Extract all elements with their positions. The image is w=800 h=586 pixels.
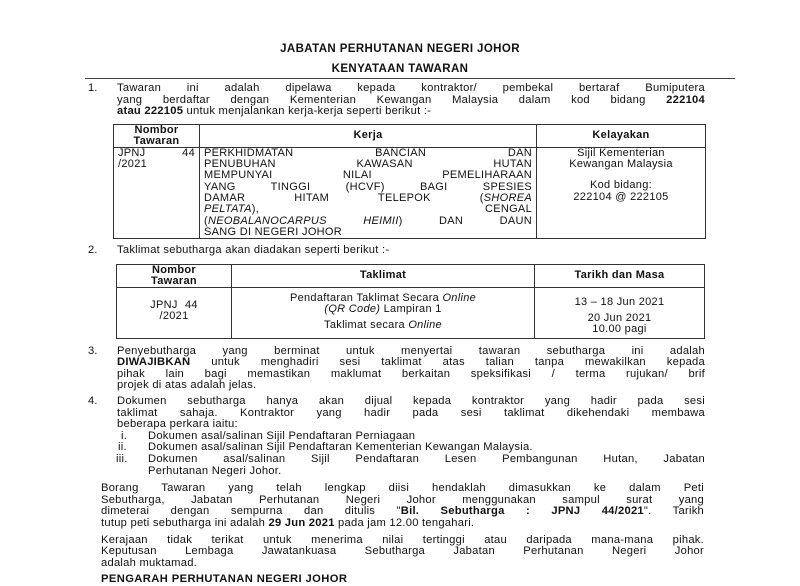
kerja-line-8: SANG DI NEGERI JOHOR — [204, 225, 343, 238]
masa-taklimat: 10.00 pagi — [592, 323, 647, 336]
department-heading: JABATAN PERHUTANAN NEGERI JOHOR — [280, 43, 520, 55]
kerajaan-line-1: Kerajaan tidak terikat untuk menerima nilai tertinggi atau daripada mana-mana pihak. — [101, 533, 704, 546]
nombor-line1: JPNJ 44 — [118, 146, 195, 159]
nombor2-line1: JPNJ 44 — [150, 298, 198, 311]
borang-paragraph — [101, 483, 704, 529]
kerja-line-7a: ( — [204, 214, 208, 227]
kelayakan-kod-label: Kod bidang: — [589, 179, 653, 192]
item-1-line-1: Tawaran ini adalah dipelawa kepada kontraktor/ pembekal bertaraf Bumiputera — [117, 82, 705, 94]
item-3-paragraph — [117, 346, 705, 392]
species-peltata: PELTATA — [204, 203, 252, 216]
header-nombor-tawaran — [114, 124, 200, 147]
taklimat1a: Pendaftaran Taklimat Secara — [289, 291, 443, 304]
offer-table-row — [114, 147, 706, 238]
taklimat1b: Online — [442, 291, 477, 304]
item-1 — [88, 83, 705, 118]
briefing-table — [116, 264, 705, 339]
kelayakan-kod-value: 222104 @ 222105 — [573, 190, 669, 203]
header2-nombor-line2: Tawaran — [151, 274, 197, 287]
item-3 — [88, 346, 705, 392]
diwajibkan: DIWAJIBKAN — [117, 356, 191, 369]
kelayakan-line1: Sijil Kementerian — [577, 146, 665, 159]
header2-nombor-line1: Nombor — [152, 263, 196, 276]
item-2 — [88, 245, 705, 257]
kerja-line-2: PENUBUHAN KAWASAN HUTAN — [204, 158, 532, 171]
kerja-line-4: YANG TINGGI (HCVF) BAGI SPESIES — [204, 180, 532, 193]
item-4-line-2: taklimat sahaja. Kontraktor yang hadir pada sesi taklimat dikehendaki membawa — [117, 406, 705, 419]
header-taklimat: Taklimat — [232, 264, 535, 287]
offer-table-header — [114, 124, 706, 147]
taklimat-item-1-line2 — [236, 304, 530, 315]
tarikh-pendaftaran: 13 – 18 Jun 2021 — [574, 295, 665, 308]
item-4-line-1: Dokumen sebutharga hanya akan dijual kepada kontraktor yang hadir pada sesi — [117, 395, 705, 408]
header-nombor-line2: Tawaran — [133, 134, 180, 147]
cell-kelayakan — [537, 147, 706, 238]
borang-line-4a: tutup peti sebutharga ini adalah — [101, 516, 269, 529]
taklimat2b: Online — [408, 319, 442, 332]
item-3-line-4: projek di atas adalah jelas. — [117, 379, 257, 392]
item-4-paragraph — [117, 396, 705, 477]
signature-title: PENGARAH PERHUTANAN NEGERI JOHOR — [101, 573, 348, 586]
kelayakan-line2: Kewangan Malaysia — [569, 158, 673, 171]
subitem-ii-numeral: ii. — [118, 441, 127, 454]
cell-nombor-tawaran — [114, 147, 200, 238]
subitem-iii-text: Dokumen asal/salinan Sijil Pendaftaran Lesen Pembangunan Hutan, Jabatan — [148, 452, 705, 465]
borang-line-3a: dimeterai dengan sempurna dan ditulis " — [101, 505, 401, 518]
cell-taklimat — [232, 287, 535, 338]
species-neobalanocarpus: NEOBALANOCARPUS HEIMII — [207, 214, 399, 227]
taklimat1d: Lampiran 1 — [380, 303, 442, 316]
item-2-number: 2. — [88, 244, 98, 257]
item-3-line-2-text: untuk menghadiri sesi taklimat atas talian tanpa mewakilkan kepada — [190, 356, 705, 369]
kod-bidang-2: atau 222105 — [117, 105, 184, 118]
item-1-paragraph — [117, 83, 705, 118]
subitem-iii-text-2: Perhutanan Negeri Johor. — [148, 464, 282, 477]
kerajaan-line-3: adalah muktamad. — [101, 556, 198, 569]
nombor-line2: /2021 — [118, 158, 148, 171]
borang-line-4 — [101, 518, 704, 530]
item-4 — [88, 396, 705, 477]
header-kelayakan: Kelayakan — [537, 124, 706, 147]
item-3-number: 3. — [88, 344, 98, 357]
subitem-iii-numeral: iii. — [116, 452, 128, 465]
header-nombor-tawaran-2 — [117, 264, 232, 287]
item-4-number: 4. — [88, 395, 98, 408]
item-1-number: 1. — [88, 82, 98, 94]
kerja-line-7c: ) DAN DAUN — [398, 214, 532, 227]
header-kerja: Kerja — [200, 124, 537, 147]
header-divider — [85, 78, 735, 79]
header-tarikh-masa: Tarikh dan Masa — [535, 264, 705, 287]
borang-line-3c: ". Tarikh — [643, 505, 705, 518]
kerja-line-1: PERKHIDMATAN BANCIAN DAN — [204, 146, 532, 159]
subitem-iii-body — [148, 454, 705, 477]
item-1-line-3-text: untuk menjalankan kerja-kerja seperti berikut :- — [183, 105, 432, 118]
species-shorea: SHOREA — [483, 191, 532, 204]
subitem-iii — [117, 454, 705, 477]
item-3-line-3: pihak lain bagi memastikan maklumat berkaitan speksifikasi / terma rujukan/ brif — [117, 367, 705, 380]
taklimat1c: (QR Code) — [324, 303, 381, 316]
briefing-table-row — [117, 287, 705, 338]
cell-tarikh-masa — [535, 287, 705, 338]
offer-table — [113, 124, 706, 239]
kerja-line-6b: ), CENGAL — [251, 203, 532, 216]
header-nombor-line1: Nombor — [134, 123, 179, 136]
kerajaan-line-2: Keputusan Lembaga Jawatankuasa Sebutharga Jabatan Perhutanan Negeri Johor — [101, 545, 704, 558]
subitem-i-numeral: i. — [121, 429, 128, 442]
taklimat-item-2 — [236, 320, 530, 331]
bil-sebutharga: Bil. Sebutharga : JPNJ 44/2021 — [400, 505, 644, 518]
item-3-line-1: Penyebutharga yang berminat untuk menyertai tawaran sebutharga ini adalah — [117, 344, 705, 357]
item-4-line-3: beberapa perkara iaitu: — [117, 418, 238, 431]
cell-nombor-tawaran-2 — [117, 287, 232, 338]
item-1-line-3 — [117, 106, 705, 118]
kerajaan-paragraph — [101, 535, 704, 570]
cell-kerja — [200, 147, 537, 238]
taklimat2a: Taklimat secara — [324, 319, 409, 332]
kerja-line-5a: DAMAR HITAM TELEPOK ( — [204, 191, 484, 204]
borang-line-1: Borang Tawaran yang telah lengkap diisi hendaklah dimasukkan ke dalam Peti — [101, 482, 704, 495]
kod-bidang-1: 222104 — [666, 93, 705, 106]
item-1-line-2-text: yang berdaftar dengan Kementerian Kewangan Malaysia dalam kod bidang — [117, 93, 667, 106]
tarikh-taklimat: 20 Jun 2021 — [587, 312, 652, 325]
closing-date: 29 Jun 2021 — [268, 516, 335, 529]
kerja-line-3: MEMPUNYAI NILAI PEMELIHARAAN — [204, 169, 532, 182]
briefing-table-header — [117, 264, 705, 287]
subitem-i-text: Dokumen asal/salinan Sijil Pendaftaran Perniagaan — [148, 429, 416, 442]
document-title: KENYATAAN TAWARAN — [331, 63, 469, 75]
subitem-ii-text: Dokumen asal/salinan Sijil Pendaftaran Kementerian Kewangan Malaysia. — [148, 441, 533, 454]
nombor2-line2: /2021 — [159, 310, 189, 323]
borang-line-4c: pada jam 12.00 tengahari. — [334, 516, 475, 529]
borang-line-2: Sebutharga, Jabatan Perhutanan Negeri Johor menggunakan sampul surat yang — [101, 493, 704, 506]
item-2-text: Taklimat sebutharga akan diadakan seperti berikut :- — [117, 244, 390, 257]
